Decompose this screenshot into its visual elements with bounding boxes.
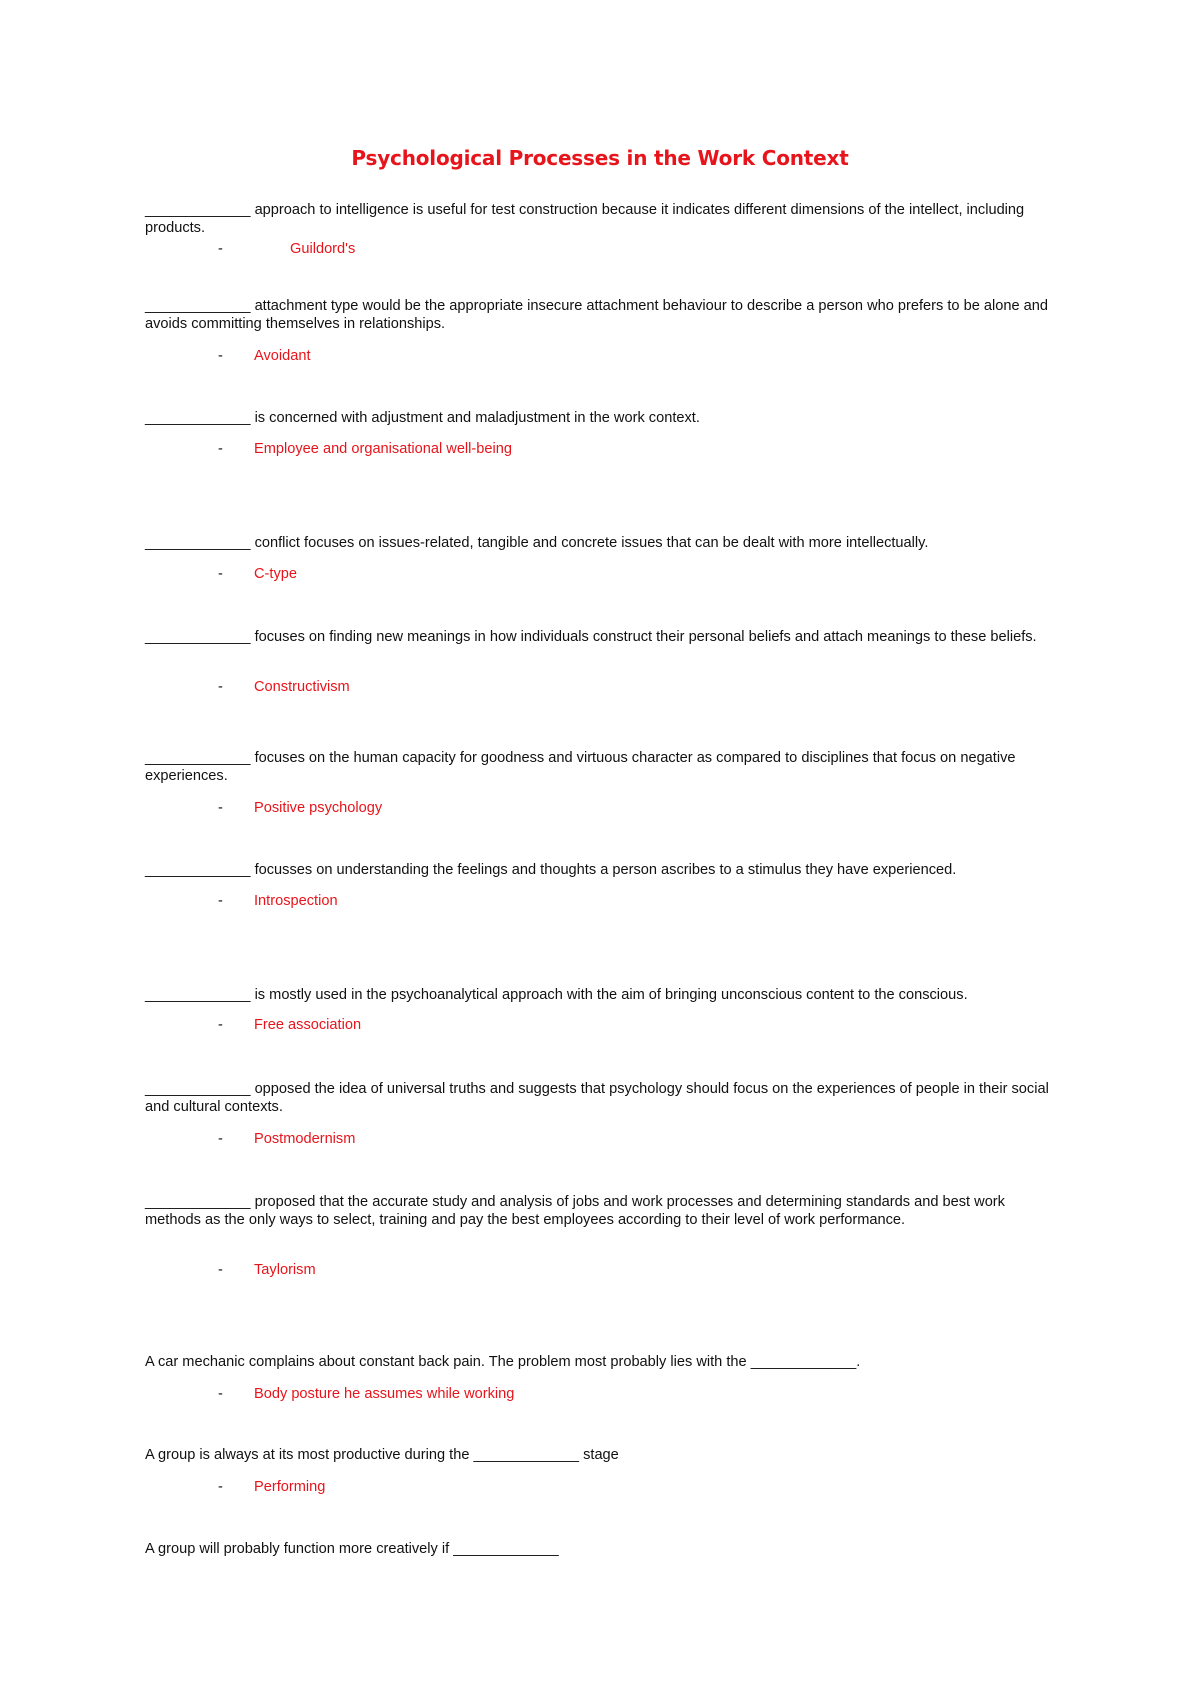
- answer-dash: -: [218, 893, 223, 909]
- question-1: _____________ approach to intelligence is useful for test construction because it indicates different dimensions of the intellect, including products.: [145, 202, 1025, 236]
- answer-text: Postmodernism: [254, 1131, 356, 1147]
- question-7: _____________ focusses on understanding the feelings and thoughts a person ascribes to a stimulus they have experienced.: [145, 862, 957, 878]
- answer-4: [218, 565, 297, 583]
- answer-5: [218, 678, 350, 696]
- answer-text: Taylorism: [254, 1262, 316, 1278]
- answer-text: Guildord's: [290, 241, 356, 257]
- answer-text: Avoidant: [254, 348, 311, 364]
- question-12: A group is always at its most productive during the _____________ stage: [145, 1447, 619, 1463]
- answer-dash: -: [218, 1131, 223, 1147]
- answer-8: [218, 1016, 361, 1034]
- answer-dash: -: [218, 679, 223, 695]
- question-13: A group will probably function more creatively if _____________: [145, 1541, 559, 1557]
- question-11: A car mechanic complains about constant back pain. The problem most probably lies with the _____________.: [145, 1354, 861, 1370]
- answer-text: C-type: [254, 566, 297, 582]
- answer-dash: -: [218, 1017, 223, 1033]
- answer-text: Positive psychology: [254, 800, 383, 816]
- question-4: _____________ conflict focuses on issues-related, tangible and concrete issues that can be dealt with more intellectually.: [145, 535, 929, 551]
- answer-6: [218, 799, 382, 817]
- answer-dash: -: [218, 1262, 223, 1278]
- answer-1: [218, 240, 355, 258]
- answer-7: [218, 892, 338, 910]
- answer-11: [218, 1385, 514, 1403]
- question-6: _____________ focuses on the human capacity for goodness and virtuous character as compared to disciplines that focus on negative experiences.: [145, 750, 1016, 784]
- answer-text: Free association: [254, 1017, 362, 1033]
- answer-text: Introspection: [254, 893, 338, 909]
- question-8: _____________ is mostly used in the psychoanalytical approach with the aim of bringing unconscious content to the conscious.: [145, 987, 968, 1003]
- answer-dash: -: [218, 441, 223, 457]
- question-5: _____________ focuses on finding new meanings in how individuals construct their personal beliefs and attach meanings to these beliefs.: [145, 629, 1037, 645]
- answer-text: Employee and organisational well-being: [254, 441, 512, 457]
- answer-10: [218, 1261, 316, 1279]
- answer-dash: -: [218, 348, 223, 364]
- answer-dash: -: [218, 1479, 223, 1495]
- answer-9: [218, 1130, 355, 1148]
- question-10: _____________ proposed that the accurate study and analysis of jobs and work processes and determining standards and best work methods as the only ways to select, training and pay the best employees according to their level of work performance.: [145, 1194, 1005, 1228]
- answer-dash: -: [218, 566, 223, 582]
- answer-dash: -: [218, 800, 223, 816]
- answer-dash: -: [218, 241, 223, 257]
- answer-dash: -: [218, 1386, 223, 1402]
- answer-12: [218, 1478, 325, 1496]
- question-3: _____________ is concerned with adjustment and maladjustment in the work context.: [145, 410, 700, 426]
- question-2: _____________ attachment type would be the appropriate insecure attachment behaviour to describe a person who prefers to be alone and avoids committing themselves in relationships.: [145, 298, 1048, 332]
- answer-2: [218, 347, 311, 365]
- answer-text: Performing: [254, 1479, 326, 1495]
- document-title: Psychological Processes in the Work Context: [351, 146, 849, 170]
- question-9: _____________ opposed the idea of universal truths and suggests that psychology should focus on the experiences of people in their social and cultural contexts.: [145, 1081, 1049, 1115]
- answer-text: Body posture he assumes while working: [254, 1386, 515, 1402]
- answer-text: Constructivism: [254, 679, 350, 695]
- answer-3: [218, 440, 512, 458]
